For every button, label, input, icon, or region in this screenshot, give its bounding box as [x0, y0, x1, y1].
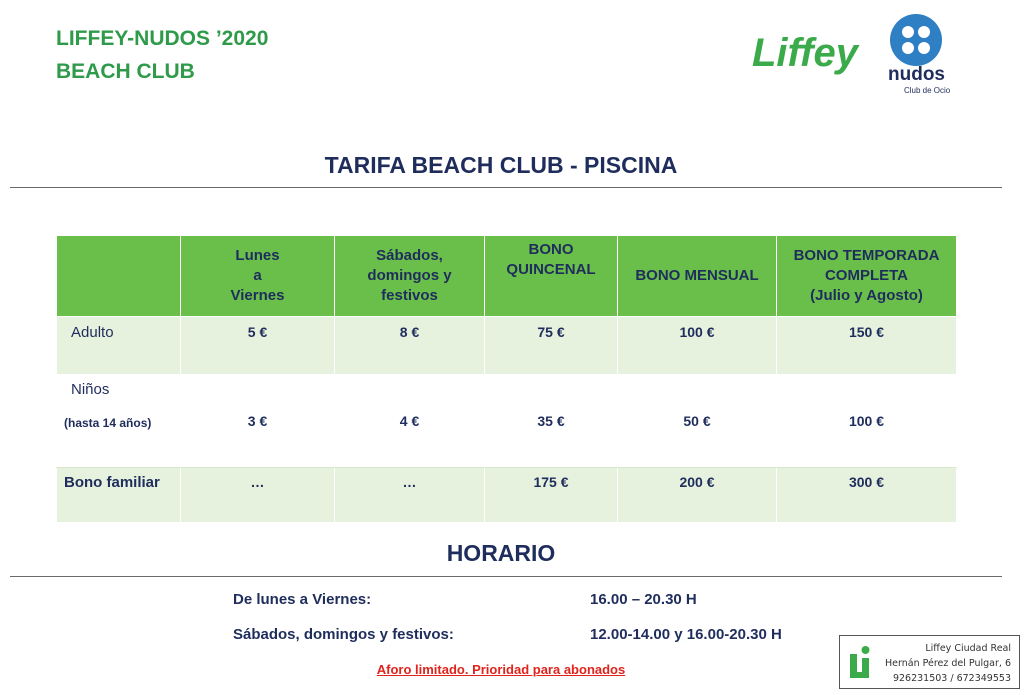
table-cell: 150 € [777, 317, 957, 375]
row-label-adulto: Adulto [57, 317, 181, 375]
schedule-time-weekend: 12.00-14.00 y 16.00-20.30 H [590, 626, 782, 643]
table-cell: 5 € [181, 317, 335, 375]
logo-sub-text: nudos [888, 64, 945, 85]
price-table [56, 235, 957, 523]
logo-brand-text: Liffey [752, 31, 858, 75]
table-row [57, 317, 957, 375]
table-row [57, 468, 957, 523]
tarifa-title: TARIFA BEACH CLUB - PISCINA [324, 152, 678, 178]
contact-phones: 926231503 / 672349553 [892, 673, 1011, 684]
row-label-ninos-sub: (hasta 14 años) [64, 416, 152, 430]
table-cell: 200 € [618, 468, 777, 523]
table-header-row [57, 236, 957, 317]
table-cell: … [181, 468, 335, 523]
table-header-bono-mensual: BONO MENSUAL [618, 236, 777, 317]
row-label-ninos-main: Niños [71, 381, 110, 398]
row-label-bono-familiar: Bono familiar [57, 468, 181, 523]
logo-circle-icon [890, 14, 942, 66]
table-cell: 300 € [777, 468, 957, 523]
schedule-time-weekday: 16.00 – 20.30 H [590, 591, 697, 608]
club-header [56, 22, 268, 88]
table-cell: … [335, 468, 485, 523]
logo-tagline-text: Club de Ocio [904, 86, 951, 95]
liffey-nudos-logo [752, 10, 952, 98]
table-row [57, 375, 957, 468]
tarifa-divider [10, 187, 1002, 188]
table-cell: 8 € [335, 317, 485, 375]
contact-name: Liffey Ciudad Real [925, 643, 1011, 654]
table-cell: 75 € [485, 317, 618, 375]
table-cell: 175 € [485, 468, 618, 523]
table-header-empty [57, 236, 181, 317]
table-header-bono-quincenal: BONO QUINCENAL [485, 236, 618, 317]
table-cell: 4 € [335, 375, 485, 468]
club-header-line2: BEACH CLUB [56, 60, 195, 83]
schedule-day-weekday: De lunes a Viernes: [233, 591, 372, 608]
table-cell: 50 € [618, 375, 777, 468]
table-cell: 3 € [181, 375, 335, 468]
table-header-bono-temporada: BONO TEMPORADA COMPLETA (Julio y Agosto) [777, 236, 957, 317]
horario-title: HORARIO [446, 540, 556, 566]
contact-info [885, 641, 1011, 686]
contact-box [839, 635, 1020, 689]
row-label-ninos [57, 375, 181, 468]
table-cell: 35 € [485, 375, 618, 468]
club-header-line1: LIFFEY-NUDOS ’2020 [56, 27, 269, 50]
table-cell: 100 € [618, 317, 777, 375]
horario-divider [10, 576, 1002, 577]
table-header-lunes-viernes: Lunes a Viernes [181, 236, 335, 317]
table-header-sabados: Sábados, domingos y festivos [335, 236, 485, 317]
schedule-day-weekend: Sábados, domingos y festivos: [233, 626, 454, 643]
table-cell: 100 € [777, 375, 957, 468]
liffey-mini-logo-icon [848, 644, 876, 682]
contact-address: Hernán Pérez del Pulgar, 6 [885, 658, 1011, 669]
aforo-note: Aforo limitado. Prioridad para abonados [376, 662, 626, 677]
